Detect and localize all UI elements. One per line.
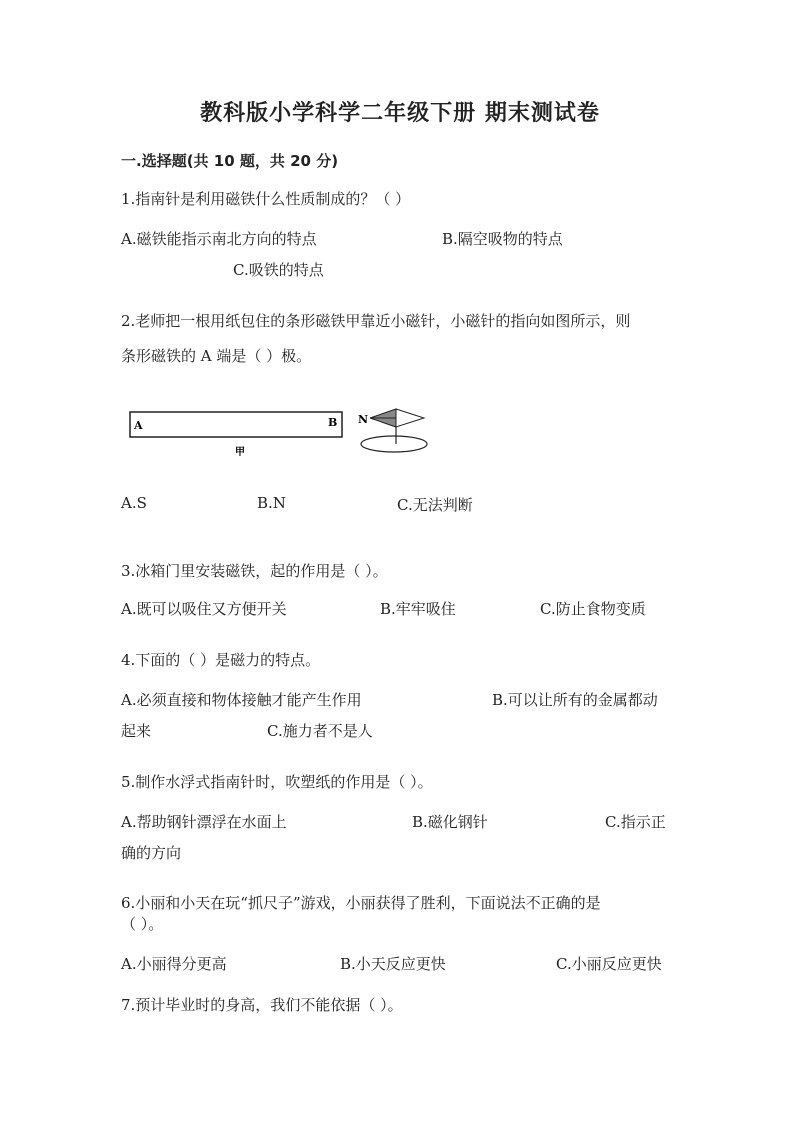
question-5-option-b: B.磁化钢针: [412, 813, 488, 831]
question-5-option-a: A.帮助钢针漂浮在水面上: [121, 813, 287, 831]
question-6-option-a: A.小丽得分更高: [121, 955, 227, 973]
magnet-end-b-label: B: [328, 416, 338, 429]
question-3-option-b: B.牢牢吸住: [380, 600, 456, 618]
question-5-option-c: C.指示正: [605, 813, 666, 831]
question-1-option-a: A.磁铁能指示南北方向的特点: [121, 230, 317, 248]
question-2-option-c: C.无法判断: [397, 496, 473, 514]
question-6-option-c: C.小丽反应更快: [556, 955, 662, 973]
question-3-option-c: C.防止食物变质: [540, 600, 646, 618]
question-2-option-a: A.S: [121, 494, 147, 512]
question-4-option-a: A.必须直接和物体接触才能产生作用: [121, 691, 362, 709]
question-2-option-b: B.N: [257, 494, 286, 512]
magnet-label: 甲: [235, 447, 245, 458]
question-3-stem: 3.冰箱门里安装磁铁，起的作用是（ ）。: [121, 562, 388, 580]
question-4-stem: 4.下面的（ ）是磁力的特点。: [121, 651, 321, 669]
needle-north-half: [370, 409, 396, 418]
question-1-option-b: B.隔空吸物的特点: [442, 230, 563, 248]
needle-south-half: [396, 409, 424, 427]
question-2-stem-line-2: 条形磁铁的 A 端是（ ）极。: [121, 347, 312, 365]
question-3-option-a: A.既可以吸住又方便开关: [121, 600, 287, 618]
question-1-stem: 1.指南针是利用磁铁什么性质制成的？（ ）: [121, 190, 411, 208]
question-5-option-c-continued: 确的方向: [121, 844, 182, 862]
needle-north-label: N: [358, 413, 369, 426]
section-heading: 一.选择题(共 10 题，共 20 分): [121, 152, 339, 170]
question-1-option-c: C.吸铁的特点: [233, 261, 324, 279]
question-4-option-b: B.可以让所有的金属都动: [492, 691, 658, 709]
bar-magnet: [130, 412, 342, 437]
needle-north-half-lower: [370, 418, 396, 427]
question-2-stem-line-1: 2.老师把一根用纸包住的条形磁铁甲靠近小磁针，小磁针的指向如图所示，则: [121, 312, 631, 330]
question-6-stem-line-2: （ ）。: [121, 915, 164, 933]
question-7-stem: 7.预计毕业时的身高，我们不能依据（ ）。: [121, 996, 403, 1014]
magnet-end-a-label: A: [134, 419, 143, 432]
question-4-option-b-continued: 起来: [121, 722, 152, 740]
question-4-option-c: C.施力者不是人: [267, 722, 373, 740]
question-6-stem-line-1: 6.小丽和小天在玩“抓尺子”游戏，小丽获得了胜利，下面说法不正确的是: [121, 894, 601, 912]
magnet-compass-figure: [120, 398, 440, 468]
question-6-option-b: B.小天反应更快: [340, 955, 446, 973]
page-title: 教科版小学科学二年级下册 期末测试卷: [200, 101, 600, 126]
compass-base: [361, 436, 427, 452]
question-5-stem: 5.制作水浮式指南针时，吹塑纸的作用是（ ）。: [121, 773, 433, 791]
